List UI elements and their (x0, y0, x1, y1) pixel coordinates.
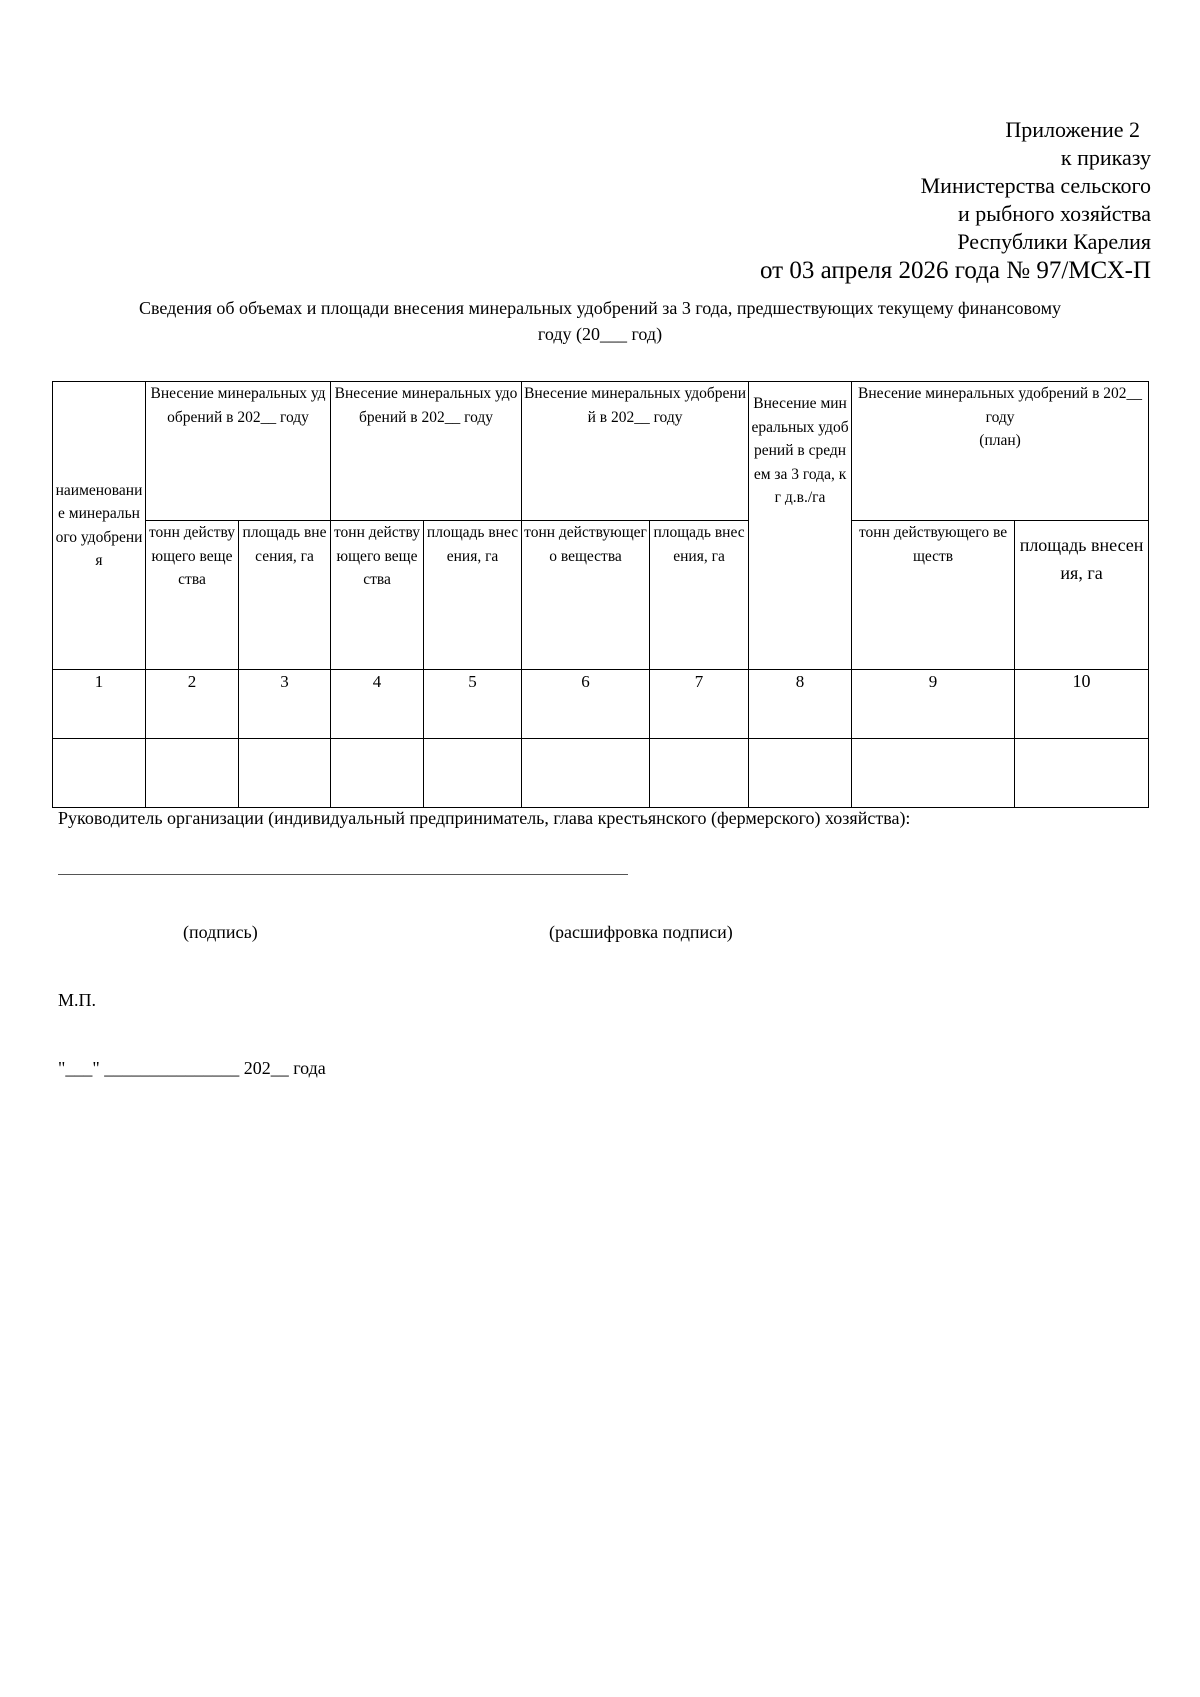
fertilizer-table (52, 381, 1149, 808)
document-title (70, 295, 1130, 347)
title-line-1: Сведения об объемах и площади внесения минеральных удобрений за 3 года, предшествующих текущему финансовому (139, 298, 1061, 318)
col-header-average: Внесение минеральных удобрений в среднем за 3 года, кг д.в./га (749, 382, 852, 670)
subheader-tons-plan: тонн действующего веществ (852, 521, 1015, 670)
col-number: 5 (424, 670, 522, 739)
annex-ministry: Министерства сельского (920, 173, 1151, 198)
col-number: 10 (1015, 670, 1149, 739)
table-cell[interactable] (239, 739, 331, 808)
col-number: 2 (146, 670, 239, 739)
subheader-area-1: площадь внесения, га (239, 521, 331, 670)
annex-ministry-cont: и рыбного хозяйства (958, 201, 1151, 226)
col-header-name: наименование минерального удобрения (53, 382, 146, 670)
table-cell[interactable] (1015, 739, 1149, 808)
table-cell[interactable] (53, 739, 146, 808)
col-number: 7 (650, 670, 749, 739)
subheader-tons-1: тонн действующего вещества (146, 521, 239, 670)
subheader-tons-2: тонн действующего вещества (331, 521, 424, 670)
head-of-organization-label: Руководитель организации (индивидуальный предприниматель, глава крестьянского (фермерского) хозяйства): (58, 808, 911, 828)
table-cell[interactable] (331, 739, 424, 808)
subheader-area-2: площадь внесения, га (424, 521, 522, 670)
col-header-group-plan (852, 382, 1149, 521)
table-cell[interactable] (146, 739, 239, 808)
stamp-place: М.П. (58, 990, 97, 1010)
col-number: 9 (852, 670, 1015, 739)
table-cell[interactable] (522, 739, 650, 808)
col-number: 6 (522, 670, 650, 739)
plan-header-label: (план) (979, 432, 1021, 449)
col-number: 3 (239, 670, 331, 739)
table-cell[interactable] (650, 739, 749, 808)
annex-order-date: от 03 апреля 2026 года № 97/МСХ-П (759, 257, 1151, 284)
plan-header-text: Внесение минеральных удобрений в 202__ году (858, 385, 1143, 426)
table-cell[interactable] (424, 739, 522, 808)
title-line-2: году (20___ год) (537, 324, 663, 344)
signature-decode-caption: (расшифровка подписи) (549, 922, 733, 942)
date-line: "___" _______________ 202__ года (58, 1058, 326, 1078)
subheader-area-plan: площадь внесения, га (1015, 521, 1149, 670)
col-number: 4 (331, 670, 424, 739)
col-header-group-1: Внесение минеральных удобрений в 202__ году (146, 382, 331, 521)
signature-caption: (подпись) (183, 922, 258, 942)
table-row (53, 739, 1149, 808)
subheader-tons-3: тонн действующего вещества (522, 521, 650, 670)
annex-header (760, 116, 1151, 286)
table-cell[interactable] (749, 739, 852, 808)
annex-republic: Республики Карелия (957, 229, 1151, 254)
col-header-group-2: Внесение минеральных удобрений в 202__ году (331, 382, 522, 521)
annex-order-ref: к приказу (1060, 145, 1151, 170)
col-number: 1 (53, 670, 146, 739)
signature-line[interactable] (58, 874, 628, 875)
table-cell[interactable] (852, 739, 1015, 808)
col-header-group-3: Внесение минеральных удобрений в 202__ году (522, 382, 749, 521)
annex-number: Приложение 2 (1005, 117, 1140, 142)
col-number: 8 (749, 670, 852, 739)
subheader-area-3: площадь внесения, га (650, 521, 749, 670)
